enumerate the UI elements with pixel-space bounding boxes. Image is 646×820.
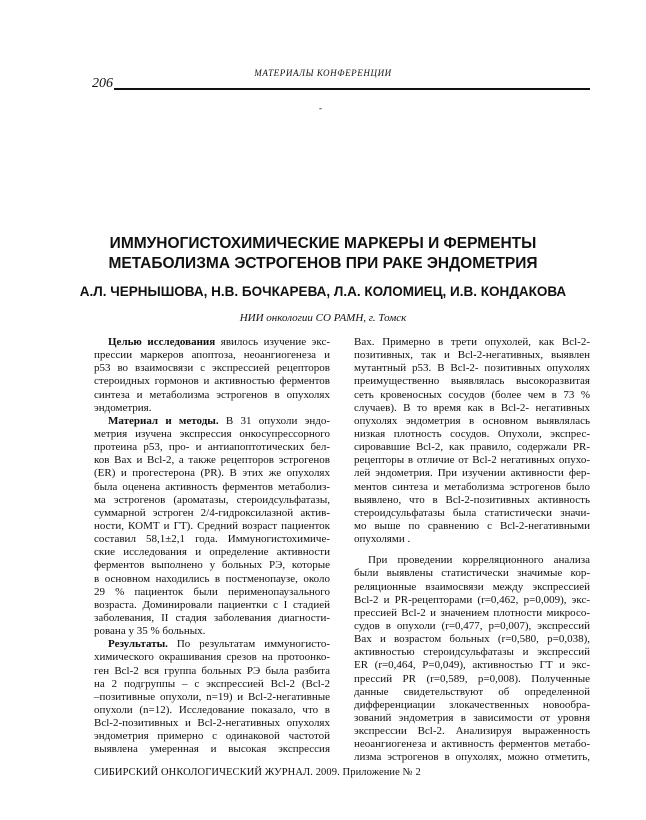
- line-text: химического окрашивания срезов на протоонко-: [94, 651, 330, 664]
- line-text: были выявлены статистически значимые кор-: [354, 567, 590, 580]
- line-text: позитивных, так и Bcl-2-негативных, выявлен: [354, 349, 590, 362]
- text-line: [354, 659, 590, 672]
- text-line: [94, 730, 330, 743]
- line-text: мо выше по сравнению с Bcl-2-негативными: [354, 519, 590, 532]
- text-line: [94, 559, 330, 572]
- line-text: Bax и возрастом больных (r=0,580, p=0,038),: [354, 633, 590, 646]
- line-text: стероидсульфатазы была статистически значи-: [354, 506, 590, 519]
- line-text: ER (r=0,464, P=0,049), активностью ГТ и экс-: [354, 659, 590, 672]
- text-line: [354, 494, 590, 507]
- text-line: [354, 389, 590, 402]
- line-text: ферментов выполнено у больных РЭ, которые: [94, 559, 330, 572]
- text-line: [354, 336, 590, 349]
- text-line: [354, 428, 590, 441]
- journal-footer: СИБИРСКИЙ ОНКОЛОГИЧЕСКИЙ ЖУРНАЛ. 2009. Приложение № 2: [94, 767, 421, 778]
- line-text: выявлено, что в Bcl-2-позитивных активность: [354, 493, 590, 506]
- text-line: [354, 686, 590, 699]
- line-text: Bcl-2 и PR-рецепторами (r=0,462, p=0,009), экс-: [354, 593, 590, 606]
- text-line: [94, 625, 330, 638]
- title-line: МЕТАБОЛИЗМА ЭСТРОГЕНОВ ПРИ РАКЕ ЭНДОМЕТРИЯ: [108, 255, 538, 272]
- line-text: При проведении корреляционного анализа: [368, 554, 590, 567]
- text-line: [354, 454, 590, 467]
- text-line: [94, 586, 330, 599]
- text-line: [354, 533, 590, 546]
- text-line: [354, 633, 590, 646]
- text-line: [94, 520, 330, 533]
- line-text: неоангиогенеза и активность ферментов метабо-: [354, 738, 590, 751]
- text-line: [94, 612, 330, 625]
- line-text: –позитивные опухоли, n=19) и Bcl-2-негативные: [94, 690, 330, 703]
- text-line: [94, 428, 330, 441]
- line-text: ности, КОМТ и ГТ). Средний возраст пациенток: [94, 519, 330, 532]
- line-text: явилось изучение экс-: [215, 336, 331, 348]
- text-line: [354, 467, 590, 480]
- line-text: p53 во взаимосвязи с экспрессией рецепторов: [94, 362, 330, 375]
- line-text: активностью стероидсульфатазы и экспрессий: [354, 646, 590, 659]
- text-line: [354, 375, 590, 388]
- line-text: зований эндометрия в зависимости от уровня: [354, 711, 590, 724]
- line-text: синтеза и метаболизма эстрогенов в опухолях: [94, 388, 330, 401]
- line-text: ма эстрогенов (ароматазы, стероидсульфатазы,: [94, 493, 330, 506]
- line-text: стероидных гормонов и активностью ферментов: [94, 375, 330, 388]
- line-text: заболевания, II стадия заболевания диагности-: [94, 611, 330, 624]
- text-line: [354, 607, 590, 620]
- text-line: [94, 546, 330, 559]
- text-line: [354, 507, 590, 520]
- line-text: ментов синтеза и метаболизма эстрогенов было: [354, 480, 590, 493]
- text-line: [354, 415, 590, 428]
- text-line: [94, 349, 330, 362]
- line-text: в основном находились в постменопаузе, около: [94, 572, 330, 585]
- title-line: ИММУНОГИСТОХИМИЧЕСКИЕ МАРКЕРЫ И ФЕРМЕНТЫ: [109, 235, 537, 252]
- line-text: лизма эстрогенов в опухолях, можно отметить,: [354, 751, 590, 764]
- line-text: опухолями .: [354, 533, 411, 546]
- line-text: реляционные взаимосвязи между экспрессией: [354, 580, 590, 593]
- text-line: [94, 402, 330, 415]
- line-text: лей эндометрия. При изучении активности фер-: [354, 467, 590, 480]
- line-text: рецепторы в отличие от Bcl-2 негативных опухо-: [354, 454, 590, 467]
- text-line: [94, 481, 330, 494]
- text-line: [354, 402, 590, 415]
- line-text: Bcl-2-позитивных и Bcl-2-негативных опухолях: [94, 717, 330, 730]
- section-heading: Целью исследования: [108, 336, 216, 348]
- line-text: сировавшие Bcl-2, как правило, содержали PR-: [354, 441, 590, 454]
- right-text-column: [354, 336, 590, 765]
- line-text: прессий PR (r=0,589, p=0,008). Полученные: [354, 672, 590, 685]
- text-line: [354, 646, 590, 659]
- text-line: [354, 699, 590, 712]
- text-line: [354, 594, 590, 607]
- line-text: протеина p53, про- и антиапоптотических бел-: [94, 441, 330, 454]
- running-title: МАТЕРИАЛЫ КОНФЕРЕНЦИИ: [254, 68, 392, 78]
- line-text: (ER) и прогестерона (PR). В этих же опухолях: [94, 467, 330, 480]
- section-heading: Материал и методы.: [108, 414, 219, 427]
- line-text: опухолях эндометрия в основном выявлялась: [354, 414, 590, 427]
- line-text: экспрессии Bcl-2. Анализируя выраженность: [354, 725, 590, 738]
- header-rule: [114, 88, 590, 90]
- line-text: была оценена активность ферментов метаболиз-: [94, 480, 330, 493]
- text-line: [94, 573, 330, 586]
- text-line: [94, 691, 330, 704]
- text-line: [354, 738, 590, 751]
- line-text: возраста. Доминировали пациентки с I стадией: [94, 598, 330, 611]
- line-text: прессии маркеров апоптоза, неоангиогенеза и: [94, 349, 330, 362]
- text-line: [94, 651, 330, 664]
- text-line: [94, 638, 330, 651]
- text-line: [94, 336, 330, 349]
- line-text: опухоли (n=12). Исследование показало, что в: [94, 703, 330, 716]
- line-text: эндометрия примерно с одинаковой частотой: [94, 730, 330, 743]
- text-line: [354, 581, 590, 594]
- text-line: [94, 743, 330, 756]
- line-text: суммарной эстроген 2/4-гидроксилазной актив-: [94, 506, 330, 519]
- line-text: ские исследования и определение активности: [94, 546, 330, 559]
- text-line: [94, 665, 330, 678]
- stray-mark: -: [319, 103, 322, 113]
- text-line: [354, 620, 590, 633]
- text-line: [94, 415, 330, 428]
- text-line: [94, 362, 330, 375]
- text-line: [354, 712, 590, 725]
- text-line: [94, 678, 330, 691]
- page-number: 206: [92, 76, 113, 91]
- line-text: 29 % пациенток были перименопаузального: [94, 585, 330, 598]
- line-text: мутантный p53. В Bcl-2- позитивных опухолях: [354, 362, 590, 375]
- line-text: низкая плотность сосудов. Опухоли, экспрес-: [354, 427, 590, 440]
- text-line: [354, 751, 590, 764]
- line-text: метрия изучена экспрессия онкосупрессорного: [94, 427, 330, 440]
- line-text: ков Bax и Bcl-2, а также рецепторов эстрогенов: [94, 454, 330, 467]
- line-text: преимущественно выявлялась высокоразвитая: [354, 375, 590, 388]
- text-line: [94, 507, 330, 520]
- line-text: Bax. Примерно в трети опухолей, как Bcl-2-: [354, 336, 590, 348]
- line-text: на 2 подгруппы – с экспрессией Bcl-2 (Bcl-2: [94, 677, 330, 690]
- author-list: А.Л. ЧЕРНЫШОВА, Н.В. БОЧКАРЕВА, Л.А. КОЛОМИЕЦ, И.В. КОНДАКОВА: [79, 284, 567, 299]
- line-text: дифференциации злокачественных новообра-: [354, 698, 590, 711]
- paragraph-gap: [354, 546, 590, 554]
- line-text: эндометрия.: [94, 401, 152, 414]
- text-line: [94, 704, 330, 717]
- text-line: [94, 467, 330, 480]
- text-line: [354, 441, 590, 454]
- line-text: судов в опухоли (r=0,477, p=0,007), экспрессий: [354, 619, 590, 632]
- line-text: По результатам иммуногисто-: [167, 638, 330, 651]
- line-text: сеть кровеносных сосудов (более чем в 73 %: [354, 388, 590, 401]
- text-line: [94, 599, 330, 612]
- text-line: [94, 454, 330, 467]
- text-line: [354, 673, 590, 686]
- text-line: [94, 441, 330, 454]
- article-title: [40, 234, 606, 274]
- affiliation: НИИ онкологии СО РАМН, г. Томск: [239, 312, 407, 324]
- line-text: ген Bcl-2 вся группа больных РЭ была разбита: [94, 664, 330, 677]
- left-text-column: [94, 336, 330, 757]
- text-line: [354, 567, 590, 580]
- text-line: [94, 375, 330, 388]
- section-heading: Результаты.: [108, 638, 168, 651]
- text-line: [354, 725, 590, 738]
- line-text: рована у 35 % больных.: [94, 625, 206, 638]
- text-line: [94, 494, 330, 507]
- line-text: случаев). В то время как в Bcl-2- негативных: [354, 401, 590, 414]
- line-text: прессией Bcl-2 и значением плотности микросо-: [354, 606, 590, 619]
- line-text: данные свидетельствуют об определенной: [354, 685, 590, 698]
- text-line: [354, 349, 590, 362]
- text-line: [94, 389, 330, 402]
- text-line: [354, 481, 590, 494]
- text-line: [354, 554, 590, 567]
- line-text: В 31 опухоли эндо-: [218, 414, 330, 427]
- text-line: [94, 717, 330, 730]
- text-line: [354, 362, 590, 375]
- line-text: выявлена умеренная и высокая экспрессия: [94, 743, 330, 756]
- text-line: [94, 533, 330, 546]
- line-text: составил 58,1±2,1 года. Иммуногистохимиче-: [94, 533, 330, 546]
- text-line: [354, 520, 590, 533]
